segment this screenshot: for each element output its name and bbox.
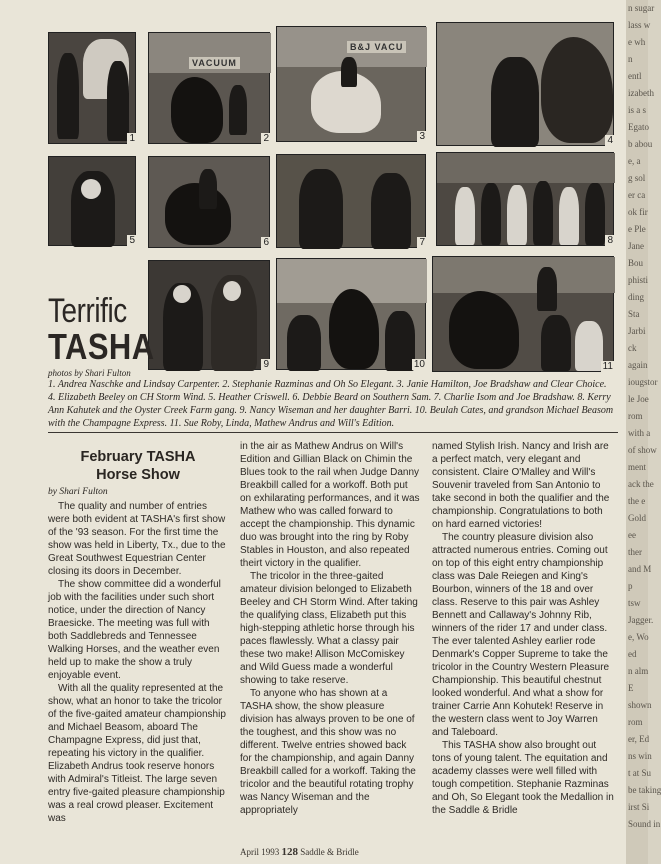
edge-text-line: E: [628, 683, 634, 693]
facing-page-edge: [626, 0, 661, 864]
photo-number: 3: [419, 131, 425, 142]
edge-text-line: e, Wo: [628, 632, 649, 642]
edge-text-line: phisti: [628, 275, 649, 285]
edge-text-line: entl: [628, 71, 642, 81]
edge-text-line: tsw: [628, 598, 641, 608]
photo-4: [436, 22, 614, 146]
footer-magazine: Saddle & Bridle: [300, 847, 359, 857]
photo-number: 2: [263, 133, 269, 144]
paragraph: This TASHA show also brought out tons of young talent. The equitation and academy classes were well filled with tough competition. Stephanie Razminas and Oh, So Elegant took the Medallion in the Saddle & Bridle: [432, 740, 614, 816]
photo-number: 8: [607, 235, 613, 246]
paragraph: named Stylish Irish. Nancy and Irish are a perfect match, very elegant and consistent. Claire O'Malley and Will's Souvenir traveled from San Antonio to take second in both the qualifier and the championship. Congratulations to both on hard earned victories!: [432, 441, 610, 530]
edge-text-line: Jane: [628, 241, 644, 251]
edge-text-line: ck: [628, 343, 637, 353]
photo-9: [148, 260, 270, 370]
photo-8: [436, 152, 614, 246]
edge-text-line: ding: [628, 292, 645, 302]
article-byline: by Shari Fulton: [48, 487, 108, 497]
paragraph: The show committee did a wonderful job with the facilities under such short notice, under the direction of Nancy Braesicke. The meeting was full with both Saddlebreds and Tennessee Walking Horses, and the weather even held up to make the show a truly enjoyable event.: [48, 579, 221, 681]
edge-text-line: rom: [628, 411, 643, 421]
edge-text-line: er, Ed: [628, 734, 650, 744]
edge-text-line: g sol: [628, 173, 646, 183]
edge-text-line: with a: [628, 428, 651, 438]
edge-text-line: the e: [628, 496, 646, 506]
paragraph: To anyone who has shown at a TASHA show, the show pleasure division has always proven to be one of the toughest, and this show was no different. Twelve entries showed back for the championship, and again Danny Breakbill called for a workoff. Taking the tricolor and the beautiful rotating trophy was Nancy Wiseman and the appropriately: [240, 688, 416, 816]
edge-text-line: again: [628, 360, 648, 370]
edge-text-line: Gold: [628, 513, 646, 523]
edge-text-line: lass w: [628, 20, 651, 30]
edge-text-line: e wh: [628, 37, 646, 47]
photo-1: [48, 32, 136, 144]
edge-text-line: er ca: [628, 190, 646, 200]
paragraph: The tricolor in the three-gaited amateur division belonged to Elizabeth Beeley and CH Storm Wind. After taking the qualifying class, Elizabeth put this high-stepping athletic horse through his paces flawlessly. What a classy pair these two make! Allison McComiskey and Wild Guess made a wonderful showing to take reserve.: [240, 571, 418, 686]
edge-text-line: Jarbi: [628, 326, 646, 336]
feature-title-line2: TASHA: [48, 326, 155, 367]
edge-text-line: irst Si: [628, 802, 650, 812]
photo-number: 9: [263, 359, 269, 370]
arena-banner: B&J VACU: [347, 41, 406, 53]
photo-number: 6: [263, 237, 269, 248]
edge-text-line: Bou: [628, 258, 644, 268]
feature-title-line1: Terrific: [48, 292, 127, 330]
edge-text-line: ok fir: [628, 207, 648, 217]
edge-text-line: e, a: [628, 156, 641, 166]
arena-banner: VACUUM: [189, 57, 240, 69]
photo-number: 1: [129, 133, 135, 144]
article-column-3: [432, 440, 614, 817]
section-divider: [48, 432, 618, 433]
edge-text-line: is a s: [628, 105, 646, 115]
photo-11: [432, 256, 614, 372]
photo-6: [148, 156, 270, 248]
photo-number: 11: [602, 361, 613, 372]
edge-text-line: izabeth: [628, 88, 654, 98]
edge-text-line: ed: [628, 649, 637, 659]
paragraph: The country pleasure division also attracted numerous entries. Coming out on top of this eight entry championship class was Dale Reiegen and King's Bourbon, winners of the 18 and over class. Reserve to this pair was Ashley Bennett and Callaway's Johnny Rib, winners of the rider 17 and under class. The ever talented Ashley earlier rode Denmark's Copper Supreme to take the tricolor in the Country Western Pleasure Championship. This beautiful chestnut looked wonderful. And what a show for trainer Carrie Ann Kohutek! Reserve in the western class went to Joy Warren and Taleboard.: [432, 532, 610, 738]
photo-3: [276, 26, 426, 142]
headline-line1: February TASHA: [80, 449, 196, 465]
edge-text-line: e Ple: [628, 224, 646, 234]
photo-number: 5: [129, 235, 135, 246]
edge-text-line: ack the: [628, 479, 654, 489]
edge-text-line: ther: [628, 547, 642, 557]
edge-text-line: p: [628, 581, 633, 591]
edge-text-line: t at Su: [628, 768, 652, 778]
footer-date: April 1993: [240, 847, 280, 857]
article-headline: [48, 448, 228, 484]
edge-text-line: ment: [628, 462, 646, 472]
edge-text-line: ee: [628, 530, 636, 540]
edge-text-line: Sta: [628, 309, 640, 319]
edge-text-line: shown: [628, 700, 652, 710]
photo-captions: 1. Andrea Naschke and Lindsay Carpenter. 2. Stephanie Razminas and Oh So Elegant. 3. Janie Hamilton, Joe Bradshaw and Clear Choice. 4. Elizabeth Beeley on CH Storm Wind. 5. Heather Criswell. 6. Debbie Beard on Southern Sam. 7. Charlie Isom and Joe Bradshaw. 8. Kerry Ann Kahutek and the Oyster Creek Farm gang. 9. Nancy Wiseman and her daughter Barri. 10. Beulah Cates, and grandson Michael Beasom with the Champagne Express. 11. Sue Roby, Linda, Mathew Andrus and Will's Edition.: [48, 379, 614, 429]
paragraph: in the air as Mathew Andrus on Will's Edition and Gillian Black on Chimin the Blues took to the rail when Judge Danny Breakbill called for a workoff. Both put on exhilarating performances, and it was Mathew who was called forward to accept the championship. This dynamic duo was brought into the ring by Roby Stables in Houston, and also repeated theirt victory in the qualifier.: [240, 441, 420, 569]
edge-text-line: b abou: [628, 139, 653, 149]
paragraph: With all the quality represented at the show, what an honor to take the tricolor of the five-gaited amateur championship and Michael Beasom, aboard The Champagne Express, did just that, repeating his victory in the qualifier. Elizabeth Andrus took reserve honors with Admiral's Titleist. The large seven entry five-gaited pleasure championship was a real crowd pleaser. Excitement was: [48, 683, 226, 824]
edge-text-line: ns win: [628, 751, 652, 761]
article-column-1: [48, 500, 228, 825]
photo-5: [48, 156, 136, 246]
edge-text-line: le Joe: [628, 394, 649, 404]
edge-text-line: Sound in: [628, 819, 661, 829]
photo-number: 7: [419, 237, 425, 248]
footer-page-number: 128: [281, 846, 298, 858]
edge-text-line: of show: [628, 445, 657, 455]
edge-text-line: Egato: [628, 122, 649, 132]
headline-line2: Horse Show: [96, 467, 180, 483]
photo-number: 10: [413, 359, 425, 370]
edge-text-line: n alm: [628, 666, 649, 676]
edge-text-line: iougstor: [628, 377, 658, 387]
photo-7: [276, 154, 426, 248]
edge-text-line: be taking: [628, 785, 661, 795]
photo-number: 4: [607, 135, 613, 146]
edge-text-line: n sugar: [628, 3, 655, 13]
photo-2: [148, 32, 270, 144]
edge-text-line: rom: [628, 717, 643, 727]
article-column-2: [240, 440, 420, 817]
edge-text-line: Jagger.: [628, 615, 654, 625]
paragraph: The quality and number of entries were both evident at TASHA's first show of the '93 season. For the first time the show was held in Liberty, Tx., due to the Great Southwest Equestrian Center closing its doors in December.: [48, 501, 226, 577]
edge-text-line: n: [628, 54, 633, 64]
photo-10: [276, 258, 426, 370]
page-footer: [240, 846, 359, 858]
edge-text-line: and M: [628, 564, 652, 574]
photo-credit: photos by Shari Fulton: [48, 368, 131, 378]
